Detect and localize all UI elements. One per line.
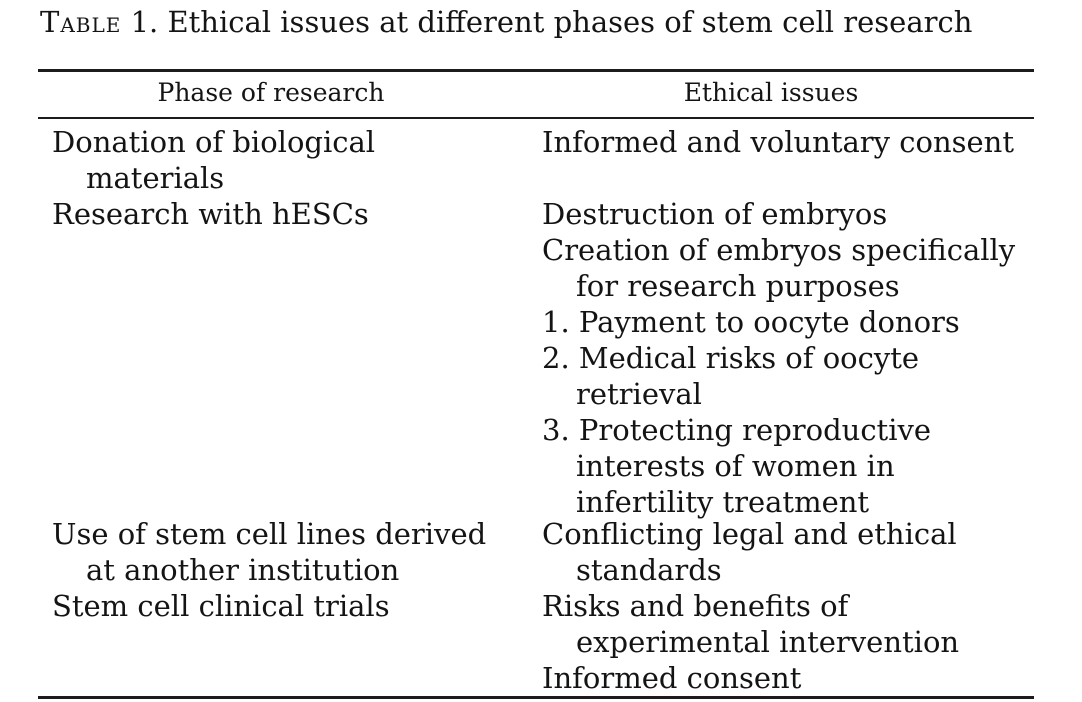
cell-line: experimental intervention <box>576 625 960 659</box>
cell-issue-creation <box>542 232 1015 304</box>
cell-line: Use of stem cell lines derived <box>52 517 487 551</box>
cell-line: Donation of biological <box>52 125 376 159</box>
cell-issue-destruction <box>542 196 887 232</box>
cell-line: standards <box>576 553 722 587</box>
cell-line: interests of women in <box>576 449 895 483</box>
cell-line: for research purposes <box>576 269 900 303</box>
table-label: Table <box>40 5 122 39</box>
cell-issue-risks-benefits <box>542 588 959 660</box>
cell-line: Informed and voluntary consent <box>542 125 1015 159</box>
cell-phase-other-institution <box>52 516 486 588</box>
table-title: Ethical issues at different phases of stem cell research <box>167 5 973 39</box>
cell-issue-informed-consent <box>542 660 801 696</box>
cell-line: Research with hESCs <box>52 197 369 231</box>
cell-line: retrieval <box>576 377 702 411</box>
cell-line: Creation of embryos specifically <box>542 233 1016 267</box>
table-caption <box>40 2 972 42</box>
column-header-issues: Ethical issues <box>683 78 859 107</box>
table-number: 1. <box>130 5 159 39</box>
column-header-phase: Phase of research <box>157 78 385 107</box>
cell-line: Stem cell clinical trials <box>52 589 390 623</box>
cell-line: 1. Payment to oocyte donors <box>542 305 960 339</box>
header-rule <box>38 117 1034 119</box>
cell-phase-hescs <box>52 196 369 232</box>
cell-line: Risks and benefits of <box>542 589 849 623</box>
cell-line: 2. Medical risks of oocyte <box>542 341 920 375</box>
cell-issue-reproductive-interests <box>542 412 931 520</box>
cell-phase-clinical-trials <box>52 588 390 624</box>
cell-line: infertility treatment <box>576 485 870 519</box>
cell-line: Destruction of embryos <box>542 197 888 231</box>
cell-issue-payment <box>542 304 960 340</box>
cell-line: 3. Protecting reproductive <box>542 413 932 447</box>
cell-phase-donation <box>52 124 375 196</box>
cell-issue-informed-voluntary-consent <box>542 124 1014 160</box>
cell-issue-conflicting-standards <box>542 516 957 588</box>
cell-issue-medical-risks <box>542 340 919 412</box>
bottom-rule <box>38 696 1034 699</box>
cell-line: Informed consent <box>542 661 802 695</box>
cell-line: at another institution <box>86 553 400 587</box>
cell-line: Conflicting legal and ethical <box>542 517 957 551</box>
top-rule <box>38 69 1034 72</box>
cell-line: materials <box>86 161 225 195</box>
